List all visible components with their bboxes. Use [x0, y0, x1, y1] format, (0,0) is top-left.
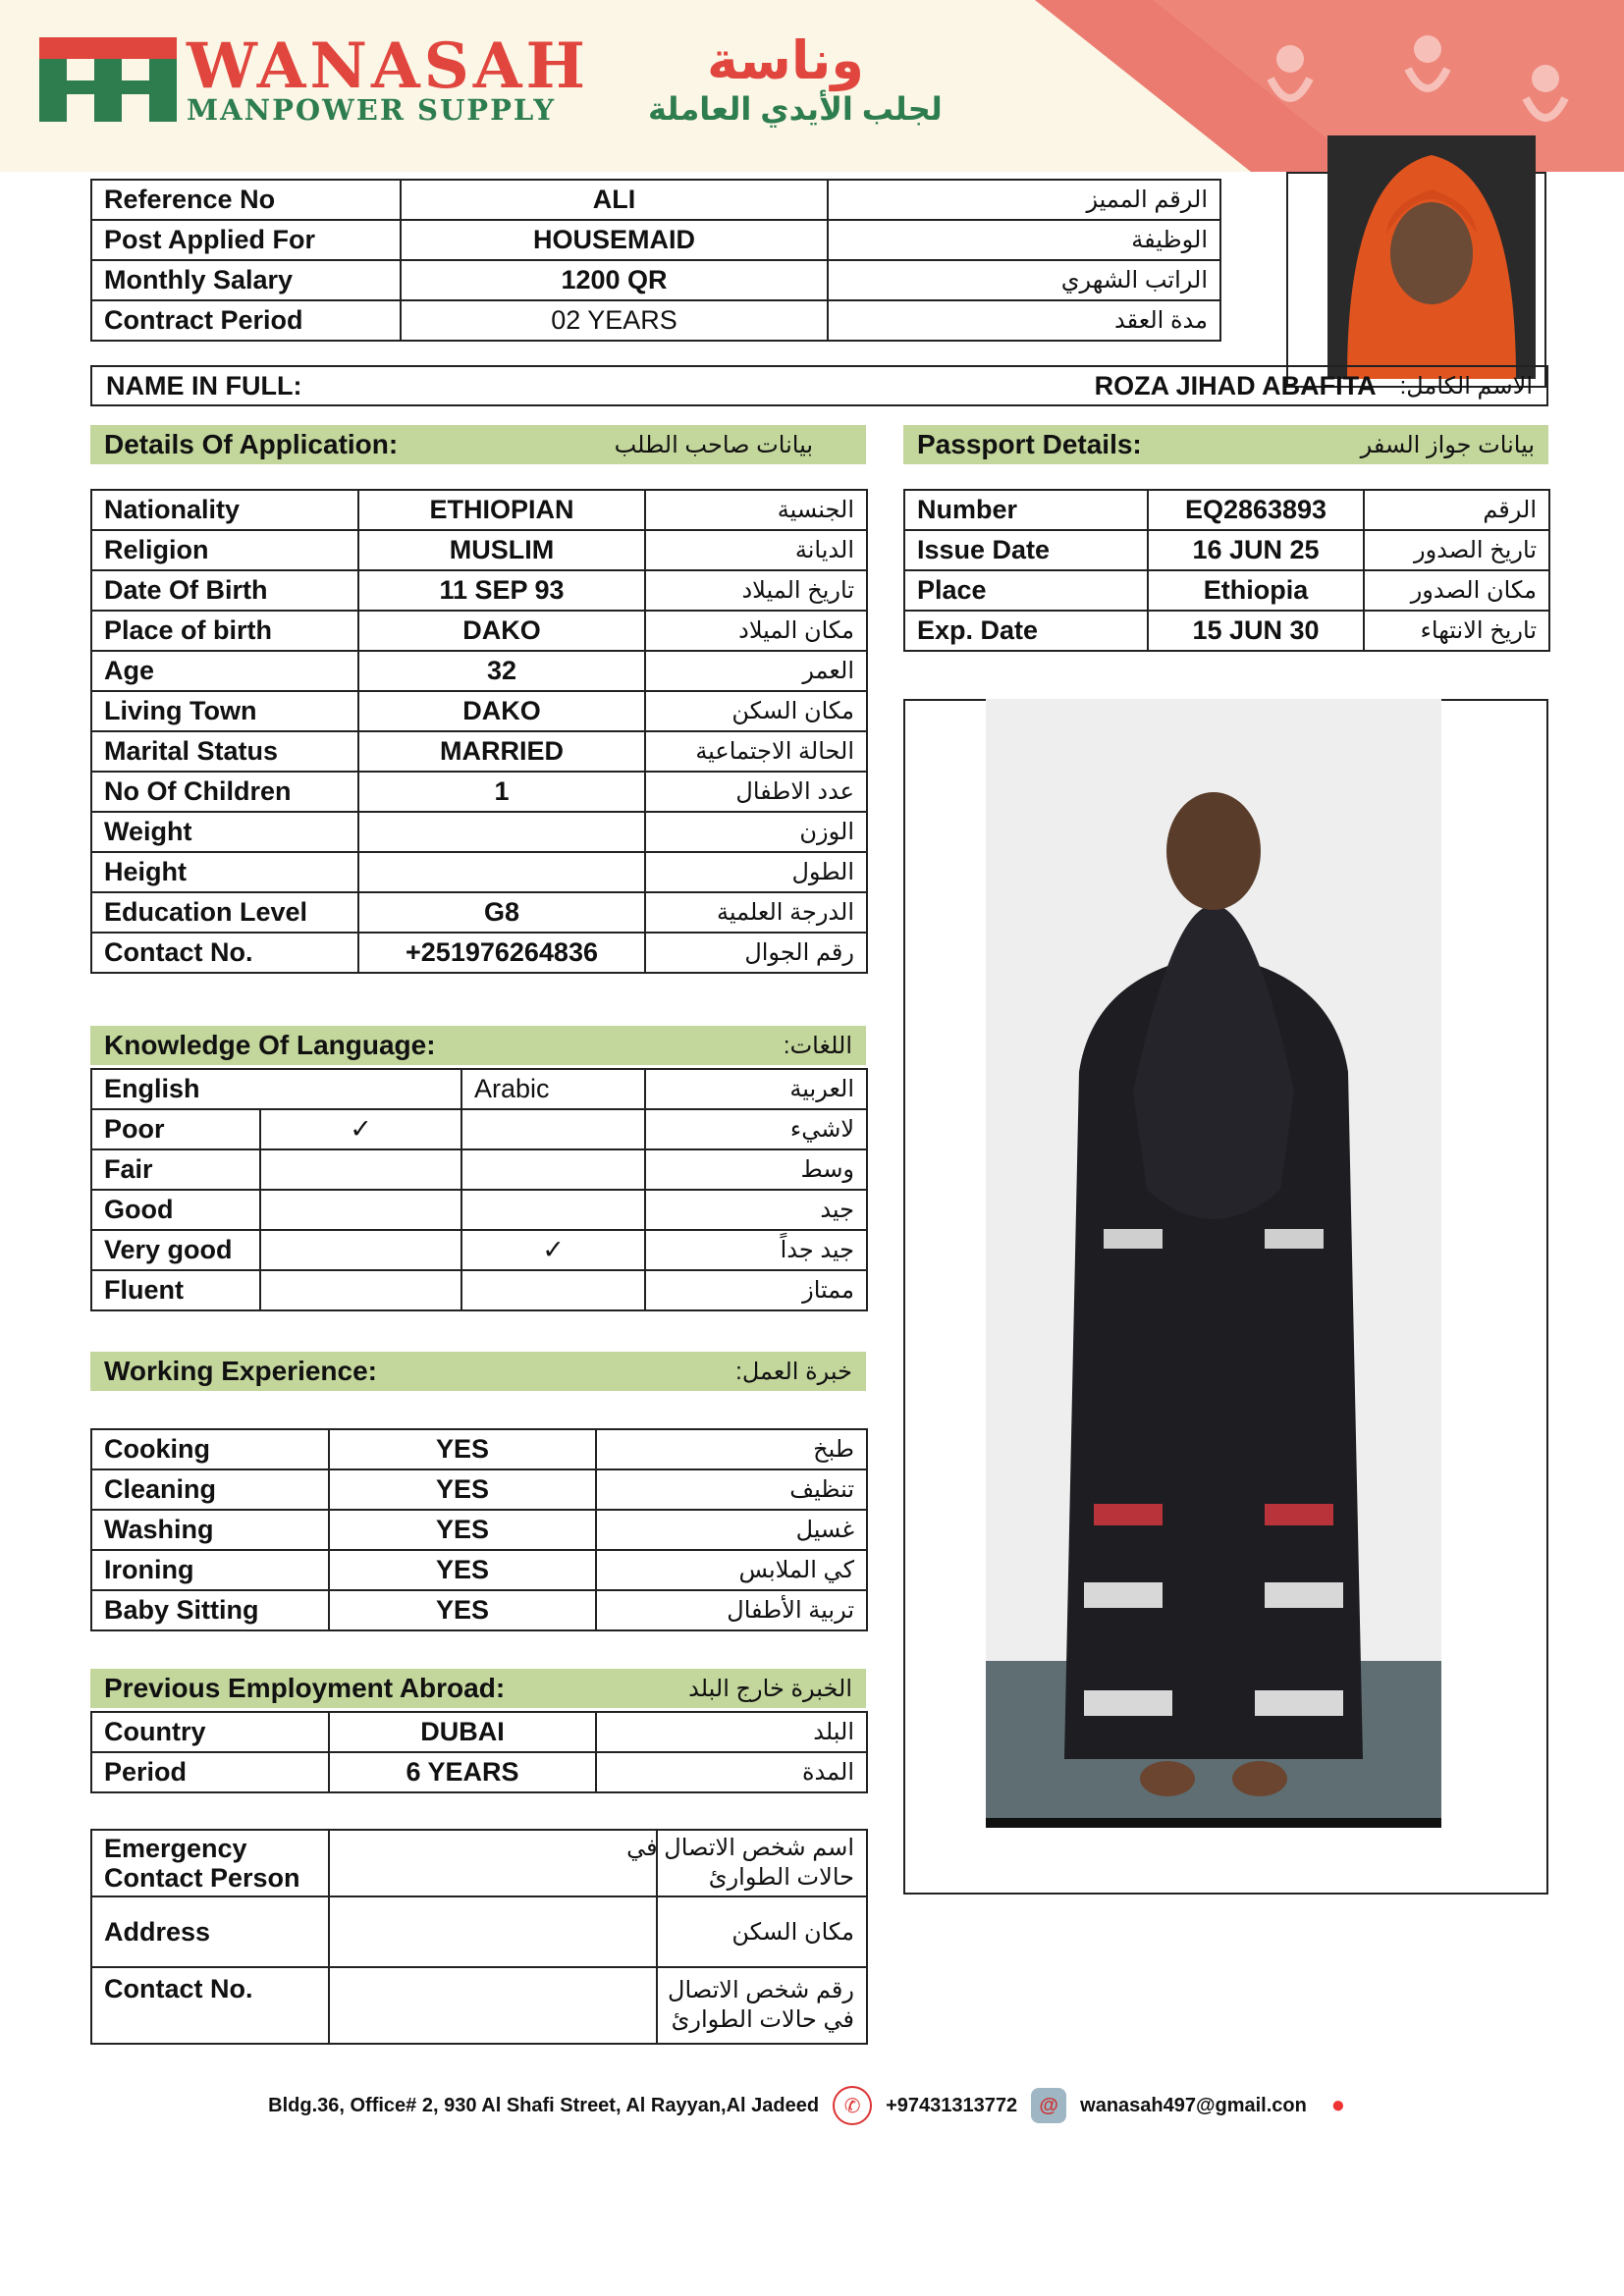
passport-title-arabic: بيانات جواز السفر	[1360, 431, 1535, 458]
language-table	[90, 1068, 868, 1311]
experience-label: Baby Sitting	[91, 1590, 329, 1630]
detail-value: MUSLIM	[358, 530, 645, 570]
passport-value: EQ2863893	[1148, 490, 1364, 530]
table-row	[91, 1469, 867, 1510]
details-title-arabic: بيانات صاحب الطلب	[614, 431, 813, 458]
abroad-value: 6 YEARS	[329, 1752, 596, 1792]
experience-label: Ironing	[91, 1550, 329, 1590]
experience-label: Washing	[91, 1510, 329, 1550]
summary-value: HOUSEMAID	[401, 220, 828, 260]
emergency-value	[329, 1830, 657, 1896]
language-title-arabic: اللغات:	[783, 1032, 852, 1059]
table-row	[91, 892, 867, 933]
experience-arabic: تنظيف	[596, 1469, 867, 1510]
table-row	[91, 1069, 867, 1109]
logo-tagline: MANPOWER SUPPLY	[187, 93, 557, 127]
summary-table	[90, 179, 1221, 342]
language-title: Knowledge Of Language:	[104, 1030, 436, 1060]
detail-arabic: عدد الاطفال	[645, 772, 867, 812]
detail-arabic: الدرجة العلمية	[645, 892, 867, 933]
location-pin-icon: ●	[1330, 2092, 1346, 2118]
detail-value	[358, 812, 645, 852]
detail-value: DAKO	[358, 691, 645, 731]
table-row	[91, 772, 867, 812]
table-row	[904, 490, 1549, 530]
passport-value: 16 JUN 25	[1148, 530, 1364, 570]
table-row	[904, 611, 1549, 651]
emergency-value	[329, 1896, 657, 1967]
language-level: Fair	[91, 1149, 260, 1190]
logo-mark-icon	[39, 37, 177, 126]
footer-address: Bldg.36, Office# 2, 930 Al Shafi Street, Al Rayyan,Al Jadeed	[268, 2094, 820, 2116]
detail-label: Age	[91, 651, 358, 691]
detail-arabic: مكان السكن	[645, 691, 867, 731]
passport-table	[903, 489, 1550, 652]
arabic-check	[461, 1270, 645, 1310]
detail-label: Contact No.	[91, 933, 358, 973]
experience-title-arabic: خبرة العمل:	[735, 1358, 852, 1385]
arabic-check	[461, 1190, 645, 1230]
abroad-label: Country	[91, 1712, 329, 1752]
details-table	[90, 489, 868, 974]
phone-icon: ✆	[833, 2086, 872, 2125]
table-row	[91, 260, 1220, 300]
passport-arabic: تاريخ الانتهاء	[1364, 611, 1549, 651]
language-level: Very good	[91, 1230, 260, 1270]
experience-label: Cooking	[91, 1429, 329, 1469]
name-bar	[90, 365, 1548, 406]
table-row	[91, 731, 867, 772]
table-row	[91, 1429, 867, 1469]
table-row	[91, 1712, 867, 1752]
experience-arabic: كي الملابس	[596, 1550, 867, 1590]
detail-value: ETHIOPIAN	[358, 490, 645, 530]
language-level-arabic: ممتاز	[645, 1270, 867, 1310]
experience-title: Working Experience:	[104, 1356, 378, 1386]
abroad-table	[90, 1711, 868, 1793]
detail-arabic: الديانة	[645, 530, 867, 570]
passport-value: 15 JUN 30	[1148, 611, 1364, 651]
experience-arabic: تربية الأطفال	[596, 1590, 867, 1630]
emergency-arabic	[657, 1967, 867, 2044]
portrait-photo	[1327, 135, 1536, 379]
table-row	[91, 1896, 867, 1967]
table-row	[91, 1967, 867, 2044]
detail-value: MARRIED	[358, 731, 645, 772]
table-row	[91, 812, 867, 852]
table-row	[91, 1230, 867, 1270]
summary-arabic: مدة العقد	[828, 300, 1220, 341]
logo-brand-arabic: وناسة	[707, 31, 864, 90]
language-level: Fluent	[91, 1270, 260, 1310]
summary-label: Post Applied For	[91, 220, 401, 260]
summary-value: ALI	[401, 180, 828, 220]
abroad-label: Period	[91, 1752, 329, 1792]
detail-arabic: تاريخ الميلاد	[645, 570, 867, 611]
abroad-title: Previous Employment Abroad:	[104, 1673, 506, 1703]
language-arabic-header-ar: العربية	[645, 1069, 867, 1109]
table-row	[904, 570, 1549, 611]
language-arabic-header: Arabic	[461, 1069, 645, 1109]
detail-value: G8	[358, 892, 645, 933]
experience-value: YES	[329, 1590, 596, 1630]
english-check	[260, 1270, 461, 1310]
arabic-check: ✓	[461, 1230, 645, 1270]
table-row	[91, 570, 867, 611]
table-row	[91, 1270, 867, 1310]
detail-arabic: مكان الميلاد	[645, 611, 867, 651]
abroad-title-arabic: الخبرة خارج البلد	[688, 1675, 852, 1702]
summary-value: 02 YEARS	[401, 300, 828, 341]
detail-value: 1	[358, 772, 645, 812]
passport-value: Ethiopia	[1148, 570, 1364, 611]
summary-label: Reference No	[91, 180, 401, 220]
experience-table	[90, 1428, 868, 1631]
detail-label: Education Level	[91, 892, 358, 933]
name-arabic: الاسم الكامل:	[1399, 372, 1533, 400]
email-icon: @	[1031, 2088, 1066, 2123]
language-level-arabic: لاشيء	[645, 1109, 867, 1149]
emergency-label: Address	[91, 1896, 329, 1967]
emergency-table	[90, 1829, 868, 2045]
passport-heading	[903, 425, 1548, 464]
passport-arabic: مكان الصدور	[1364, 570, 1549, 611]
detail-arabic: الجنسية	[645, 490, 867, 530]
detail-value: +251976264836	[358, 933, 645, 973]
detail-label: Date Of Birth	[91, 570, 358, 611]
language-level-arabic: جيد	[645, 1190, 867, 1230]
detail-label: Religion	[91, 530, 358, 570]
table-row	[91, 1830, 867, 1896]
summary-label: Contract Period	[91, 300, 401, 341]
table-row	[91, 1550, 867, 1590]
english-check: ✓	[260, 1109, 461, 1149]
footer-email[interactable]: wanasah497@gmail.con	[1080, 2094, 1307, 2116]
table-row	[91, 1109, 867, 1149]
detail-arabic: رقم الجوال	[645, 933, 867, 973]
experience-value: YES	[329, 1550, 596, 1590]
table-row	[91, 611, 867, 651]
detail-arabic: الوزن	[645, 812, 867, 852]
detail-label: Place of birth	[91, 611, 358, 651]
detail-arabic: العمر	[645, 651, 867, 691]
arabic-check	[461, 1149, 645, 1190]
experience-label: Cleaning	[91, 1469, 329, 1510]
passport-label: Issue Date	[904, 530, 1148, 570]
emergency-arabic-line2: في حالات الطوارئ	[671, 2006, 854, 2033]
emergency-arabic: مكان السكن	[657, 1896, 867, 1967]
english-check	[260, 1149, 461, 1190]
detail-label: No Of Children	[91, 772, 358, 812]
footer-phone[interactable]: +97431313772	[886, 2094, 1018, 2116]
experience-value: YES	[329, 1510, 596, 1550]
abroad-heading	[90, 1669, 866, 1708]
summary-label: Monthly Salary	[91, 260, 401, 300]
emergency-arabic-line1: اسم شخص الاتصال في	[626, 1835, 854, 1861]
table-row	[91, 530, 867, 570]
table-row	[91, 1190, 867, 1230]
detail-value: 32	[358, 651, 645, 691]
detail-label: Living Town	[91, 691, 358, 731]
english-check	[260, 1190, 461, 1230]
english-check	[260, 1230, 461, 1270]
table-row	[91, 1510, 867, 1550]
table-row	[91, 300, 1220, 341]
detail-value: DAKO	[358, 611, 645, 651]
passport-label: Number	[904, 490, 1148, 530]
details-title: Details Of Application:	[104, 429, 399, 459]
abroad-value: DUBAI	[329, 1712, 596, 1752]
table-row	[91, 220, 1220, 260]
table-row	[91, 933, 867, 973]
detail-label: Marital Status	[91, 731, 358, 772]
emergency-label-line1: Emergency	[104, 1834, 247, 1863]
emergency-arabic-line2: حالات الطوارئ	[708, 1864, 854, 1891]
summary-arabic: الوظيفة	[828, 220, 1220, 260]
table-row	[91, 1752, 867, 1792]
language-level: Poor	[91, 1109, 260, 1149]
detail-label: Weight	[91, 812, 358, 852]
passport-title: Passport Details:	[917, 429, 1142, 459]
abroad-arabic: المدة	[596, 1752, 867, 1792]
table-row	[904, 530, 1549, 570]
name-label: NAME IN FULL:	[106, 370, 302, 400]
arabic-check	[461, 1109, 645, 1149]
logo-tagline-arabic: لجلب الأيدي العاملة	[648, 91, 943, 127]
name-value: ROZA JIHAD ABAFITA	[1094, 370, 1377, 400]
detail-arabic: الطول	[645, 852, 867, 892]
passport-label: Place	[904, 570, 1148, 611]
emergency-label	[91, 1830, 329, 1896]
table-row	[91, 1590, 867, 1630]
detail-label: Height	[91, 852, 358, 892]
emergency-arabic-line1: رقم شخص الاتصال	[668, 1977, 854, 2003]
table-row	[91, 180, 1220, 220]
table-row	[91, 1149, 867, 1190]
detail-label: Nationality	[91, 490, 358, 530]
passport-arabic: تاريخ الصدور	[1364, 530, 1549, 570]
passport-label: Exp. Date	[904, 611, 1148, 651]
details-heading	[90, 425, 866, 464]
emergency-label: Contact No.	[91, 1967, 329, 2044]
language-level: Good	[91, 1190, 260, 1230]
language-heading	[90, 1026, 866, 1065]
summary-arabic: الرقم المميز	[828, 180, 1220, 220]
detail-arabic: الحالة الاجتماعية	[645, 731, 867, 772]
table-row	[91, 490, 867, 530]
logo-brand: WANASAH	[187, 29, 589, 103]
language-level-arabic: جيد جداً	[645, 1230, 867, 1270]
detail-value: 11 SEP 93	[358, 570, 645, 611]
passport-arabic: الرقم	[1364, 490, 1549, 530]
language-level-arabic: وسط	[645, 1149, 867, 1190]
emergency-value	[329, 1967, 657, 2044]
abroad-arabic: البلد	[596, 1712, 867, 1752]
language-english-header: English	[91, 1069, 461, 1109]
table-row	[91, 691, 867, 731]
summary-value: 1200 QR	[401, 260, 828, 300]
summary-arabic: الراتب الشهري	[828, 260, 1220, 300]
table-row	[91, 651, 867, 691]
experience-arabic: طبخ	[596, 1429, 867, 1469]
experience-value: YES	[329, 1469, 596, 1510]
table-row	[91, 852, 867, 892]
experience-arabic: غسيل	[596, 1510, 867, 1550]
experience-heading	[90, 1352, 866, 1391]
detail-value	[358, 852, 645, 892]
emergency-label-line2: Contact Person	[104, 1863, 300, 1893]
emergency-arabic	[626, 1830, 867, 1896]
experience-value: YES	[329, 1429, 596, 1469]
footer	[0, 2086, 1624, 2125]
full-body-photo	[986, 699, 1441, 1828]
